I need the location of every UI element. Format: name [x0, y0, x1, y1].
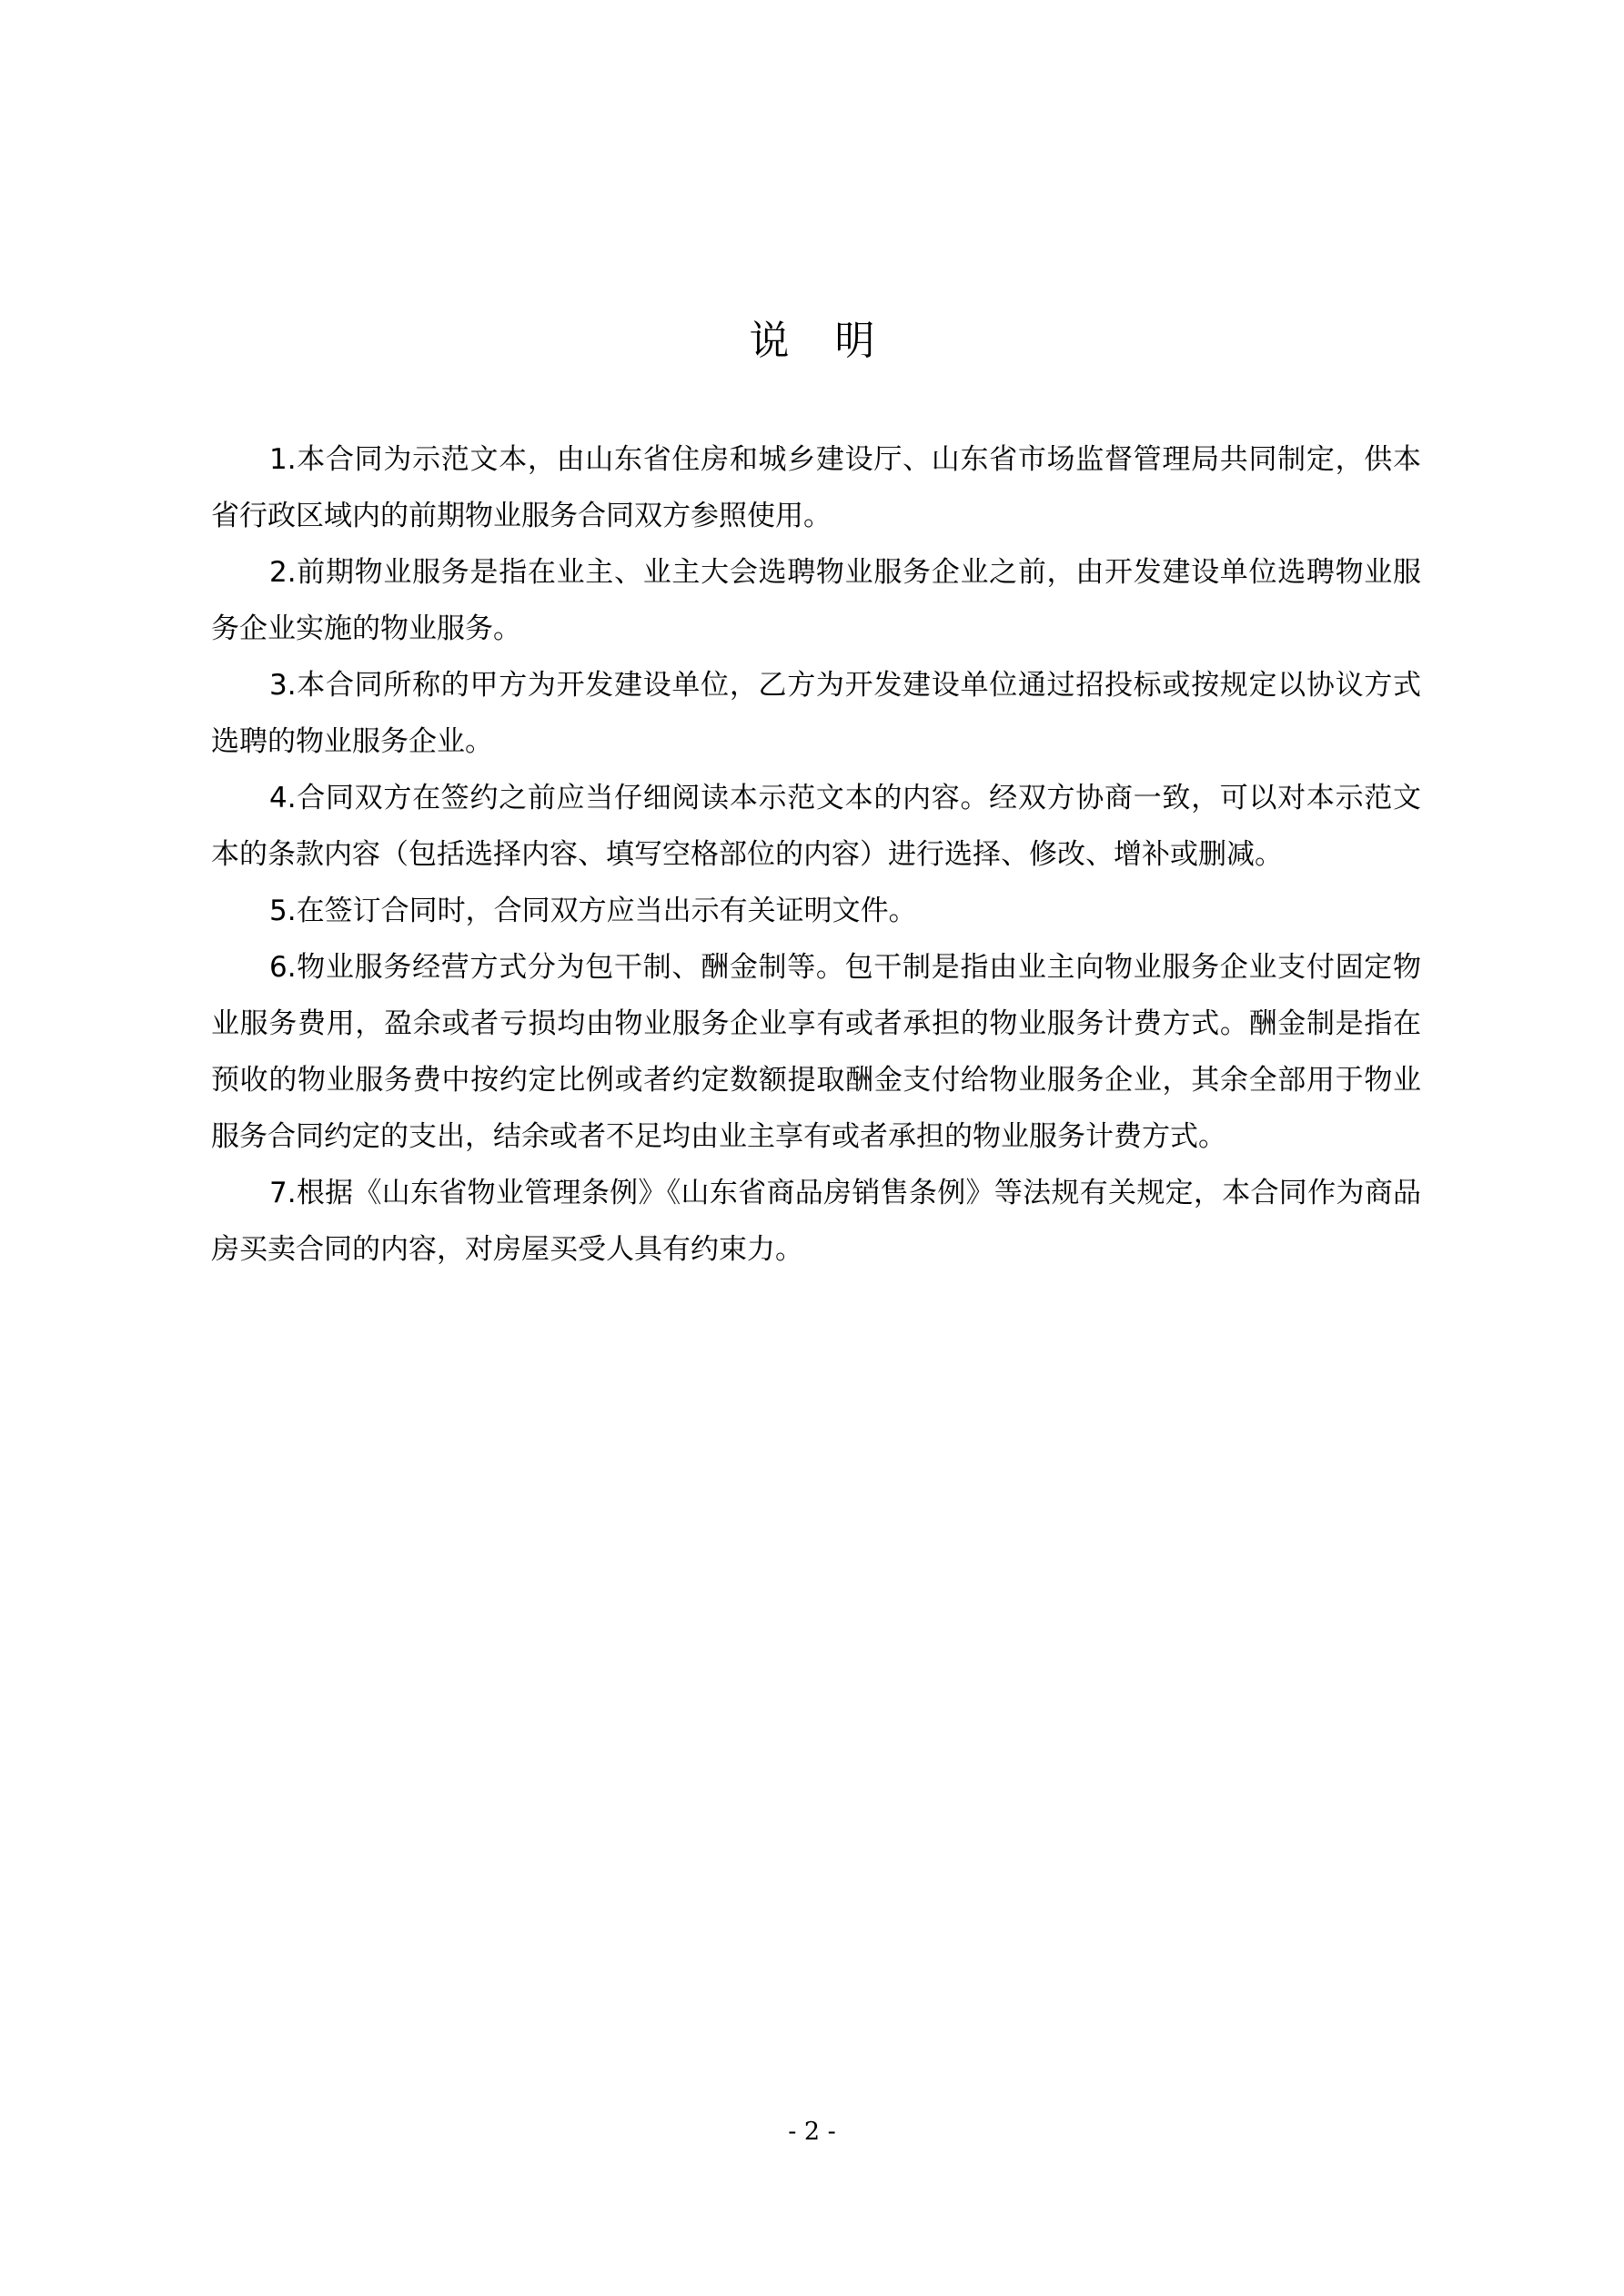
page-title: 说明 — [749, 318, 921, 364]
paragraph-1: 1.本合同为示范文本，由山东省住房和城乡建设厅、山东省市场监督管理局共同制定，供本省行政区域内的前期物业服务合同双方参照使用。 — [211, 443, 1421, 532]
paragraph-6: 6.物业服务经营方式分为包干制、酬金制等。包干制是指由业主向物业服务企业支付固定物业服务费用，盈余或者亏损均由物业服务企业享有或者承担的物业服务计费方式。酬金制是指在预收的物业服务费中按约定比例或者约定数额提取酬金支付给物业服务企业，其余全部用于物业服务合同约定的支出，结余或者不足均由业主享有或者承担的物业服务计费方式。 — [211, 951, 1421, 1153]
paragraph-2: 2.前期物业服务是指在业主、业主大会选聘物业服务企业之前，由开发建设单位选聘物业服务企业实施的物业服务。 — [211, 556, 1421, 645]
paragraph-4: 4.合同双方在签约之前应当仔细阅读本示范文本的内容。经双方协商一致，可以对本示范文本的条款内容（包括选择内容、填写空格部位的内容）进行选择、修改、增补或删减。 — [211, 782, 1421, 871]
paragraph-3: 3.本合同所称的甲方为开发建设单位，乙方为开发建设单位通过招投标或按规定以协议方式选聘的物业服务企业。 — [211, 669, 1421, 758]
document-body — [211, 431, 1421, 1278]
page-number: - 2 - — [788, 2118, 836, 2146]
paragraph-7: 7.根据《山东省物业管理条例》《山东省商品房销售条例》等法规有关规定，本合同作为商品房买卖合同的内容，对房屋买受人具有约束力。 — [211, 1177, 1421, 1266]
paragraph-5: 5.在签订合同时，合同双方应当出示有关证明文件。 — [269, 895, 917, 927]
